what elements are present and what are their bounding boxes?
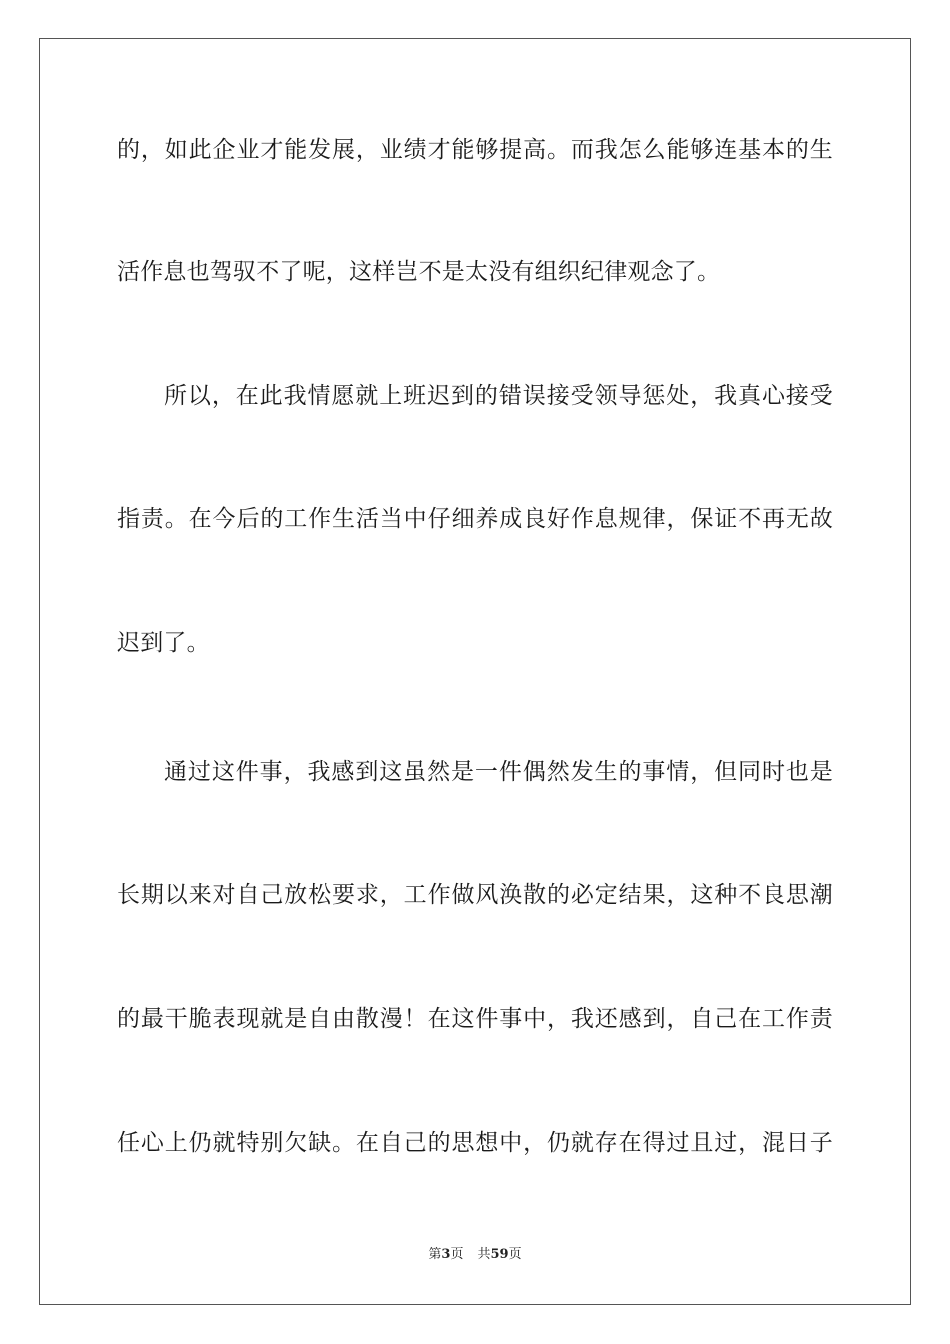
- footer-total-pages: 59: [490, 1247, 509, 1262]
- text-line-7: 长期以来对自己放松要求，工作做风涣散的必定结果，这种不良思潮: [117, 882, 833, 908]
- footer-total-prefix: 共: [477, 1247, 491, 1262]
- footer-page-prefix: 第: [428, 1247, 442, 1262]
- text-line-5: 迟到了。: [117, 630, 210, 656]
- text-line-3: 所以，在此我情愿就上班迟到的错误接受领导惩处，我真心接受: [164, 383, 833, 409]
- text-line-6: 通过这件事，我感到这虽然是一件偶然发生的事情，但同时也是: [164, 759, 833, 785]
- footer-page-number: 3: [441, 1247, 451, 1262]
- text-line-9: 任心上仍就特别欠缺。在自己的思想中，仍就存在得过且过，混日子: [117, 1130, 833, 1156]
- footer-total-suffix: 页: [508, 1247, 522, 1262]
- text-line-8: 的最干脆表现就是自由散漫！在这件事中，我还感到，自己在工作责: [117, 1006, 833, 1032]
- footer-page-suffix: 页: [450, 1247, 464, 1262]
- text-line-2: 活作息也驾驭不了呢，这样岂不是太没有组织纪律观念了。: [117, 259, 721, 285]
- page-border: [39, 38, 911, 1305]
- text-line-4: 指责。在今后的工作生活当中仔细养成良好作息规律，保证不再无故: [117, 506, 833, 532]
- page-footer: [0, 1246, 950, 1264]
- text-line-1: 的，如此企业才能发展，业绩才能够提高。而我怎么能够连基本的生: [117, 137, 833, 163]
